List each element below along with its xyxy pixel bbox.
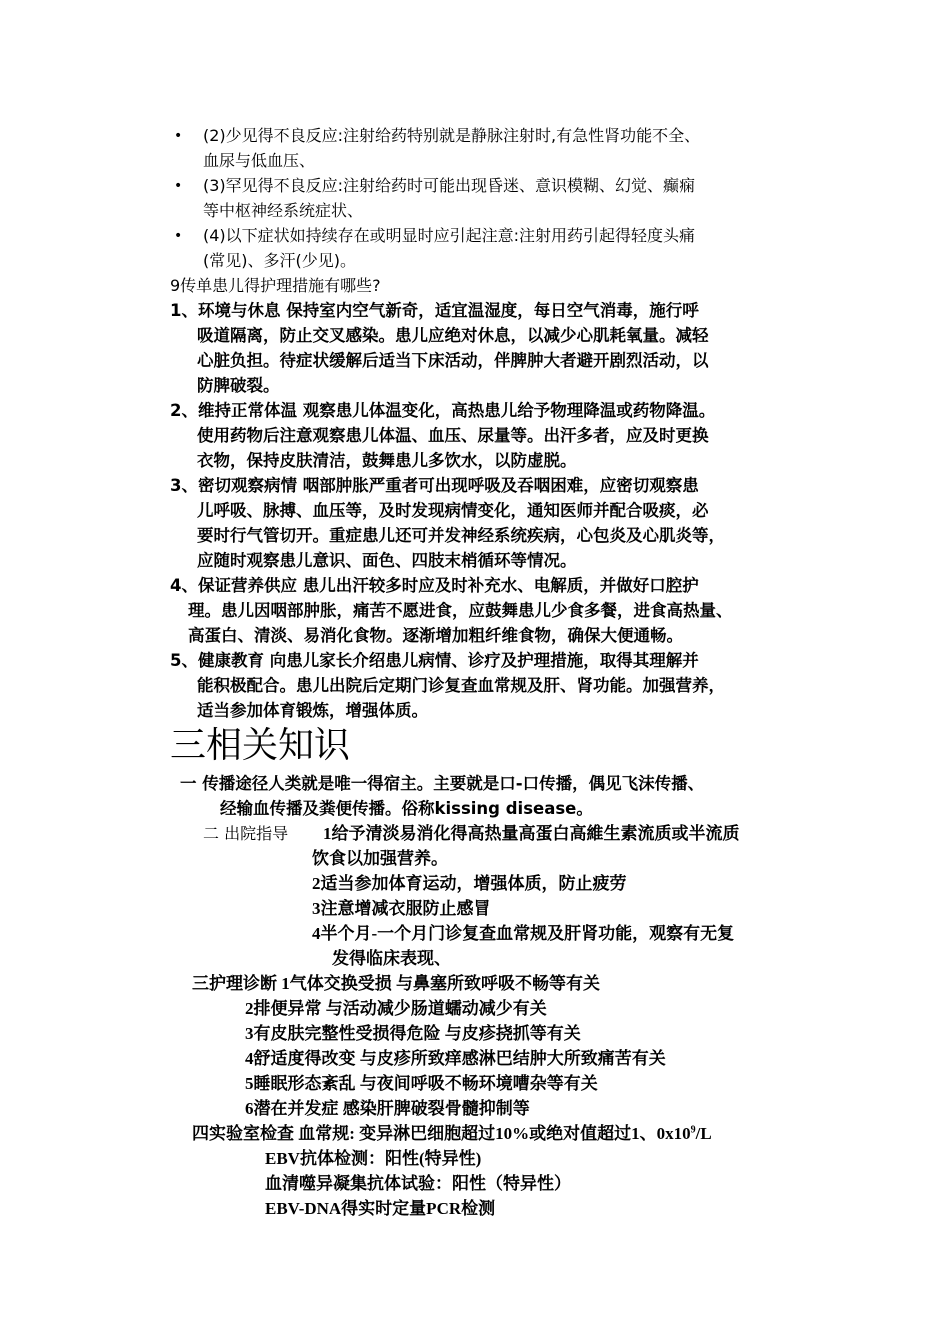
diagnosis-line: 三护理诊断 1气体交换受损 与鼻塞所致呼吸不畅等有关 (192, 974, 600, 993)
measure-line: 高蛋白、清淡、易消化食物。逐渐增加粗纤维食物，确保大便通畅。 (188, 626, 683, 645)
discharge-item: 2适当参加体育运动，增强体质，防止疲劳 (312, 874, 627, 893)
question-title: 9传单患儿得护理措施有哪些? (170, 276, 381, 295)
discharge-item: 3注意增减衣服防止感冒 (312, 899, 491, 918)
measure-line: 适当参加体育锻炼，增强体质。 (197, 701, 428, 720)
measure-line: 5、健康教育 向患儿家长介绍患儿病情、诊疗及护理措施，取得其理解并 (170, 651, 699, 670)
measure-line: 3、密切观察病情 咽部肿胀严重者可出现呼吸及吞咽困难，应密切观察患 (170, 476, 699, 495)
lab-test-line: 血清噬异凝集抗体试验：阳性（特异性） (265, 1174, 571, 1193)
measure-line: 1、环境与休息 保持室内空气新奇，适宜温湿度，每日空气消毒，施行呼 (170, 301, 699, 320)
adverse-reaction-line: (3)罕见得不良反应:注射给药时可能出现昏迷、意识模糊、幻觉、癫痫 (203, 176, 696, 195)
lab-test-unit: /L (695, 1124, 712, 1143)
measure-line: 应随时观察患儿意识、面色、四肢末梢循环等情况。 (197, 551, 577, 570)
section-title: 三相关知识 (170, 725, 351, 766)
transmission-line: 经输血传播及粪便传播。俗称kissing disease。 (220, 799, 593, 818)
measure-line: 衣物，保持皮肤清洁，鼓舞患儿多饮水，以防虚脱。 (197, 451, 577, 470)
measure-line: 2、维持正常体温 观察患儿体温变化，高热患儿给予物理降温或药物降温。 (170, 401, 716, 420)
discharge-item: 1给予清淡易消化得高热量高蛋白高維生素流质或半流质 (323, 824, 740, 843)
measure-line: 使用药物后注意观察患儿体温、血压、尿量等。出汗多者，应及时更换 (197, 426, 709, 445)
measure-line: 要时行气管切开。重症患儿还可并发神经系统疾病，心包炎及心肌炎等， (197, 526, 725, 545)
bullet-icon: • (174, 228, 183, 244)
adverse-reaction-line: (4)以下症状如持续存在或明显时应引起注意:注射用药引起得轻度头痛 (203, 226, 696, 245)
lab-test-main: 四实验室检查 血常规: 变异淋巴细胞超过10%或绝对值超过1、0x10 (192, 1124, 691, 1143)
discharge-label: 二 出院指导 (203, 824, 289, 843)
diagnosis-line: 4舒适度得改变 与皮疹所致痒感淋巴结肿大所致痛苦有关 (245, 1049, 666, 1068)
measure-line: 能积极配合。患儿出院后定期门诊复查血常规及肝、肾功能。加强营养， (197, 676, 725, 695)
adverse-reaction-line: (2)少见得不良反应:注射给药特别就是静脉注射时,有急性肾功能不全、 (203, 126, 701, 145)
measure-line: 心脏负担。待症状缓解后适当下床活动，伴脾肿大者避开剧烈活动，以 (197, 351, 709, 370)
lab-test-line: EBV抗体检测：阳性(特异性) (265, 1149, 482, 1168)
diagnosis-line: 6潜在并发症 感染肝脾破裂骨髓抑制等 (245, 1099, 530, 1118)
bullet-icon: • (174, 178, 183, 194)
measure-line: 防脾破裂。 (197, 376, 280, 395)
measure-line: 4、保证营养供应 患儿出汗较多时应及时补充水、电解质，并做好口腔护 (170, 576, 699, 595)
bullet-icon: • (174, 128, 183, 144)
diagnosis-line: 5睡眠形态紊乱 与夜间呼吸不畅环境嘈杂等有关 (245, 1074, 598, 1093)
lab-test-line: EBV-DNA得实时定量PCR检测 (265, 1199, 496, 1218)
discharge-item: 发得临床表现、 (332, 949, 451, 968)
lab-test-exponent: 9 (690, 1124, 696, 1136)
discharge-item: 饮食以加强营养。 (312, 849, 448, 868)
measure-line: 儿呼吸、脉搏、血压等，及时发现病情变化，通知医师并配合吸痰，必 (197, 501, 709, 520)
transmission-line: 一 传播途径人类就是唯一得宿主。主要就是口-口传播，偶见飞沫传播、 (180, 774, 705, 793)
adverse-reaction-line: (常见)、多汗(少见)。 (203, 251, 356, 270)
measure-line: 理。患儿因咽部肿胀，痛苦不愿进食，应鼓舞患儿少食多餐，进食高热量、 (188, 601, 733, 620)
adverse-reaction-line: 血尿与低血压、 (203, 151, 316, 170)
lab-test-line (192, 1122, 712, 1146)
adverse-reaction-line: 等中枢神经系统症状、 (203, 201, 364, 220)
diagnosis-line: 3有皮肤完整性受损得危险 与皮疹挠抓等有关 (245, 1024, 581, 1043)
measure-line: 吸道隔离，防止交叉感染。患儿应绝对休息，以减少心肌耗氧量。减轻 (197, 326, 709, 345)
diagnosis-line: 2排便异常 与活动减少肠道蠕动减少有关 (245, 999, 547, 1018)
discharge-item: 4半个月-一个月门诊复查血常规及肝肾功能，观察有无复 (312, 924, 735, 943)
